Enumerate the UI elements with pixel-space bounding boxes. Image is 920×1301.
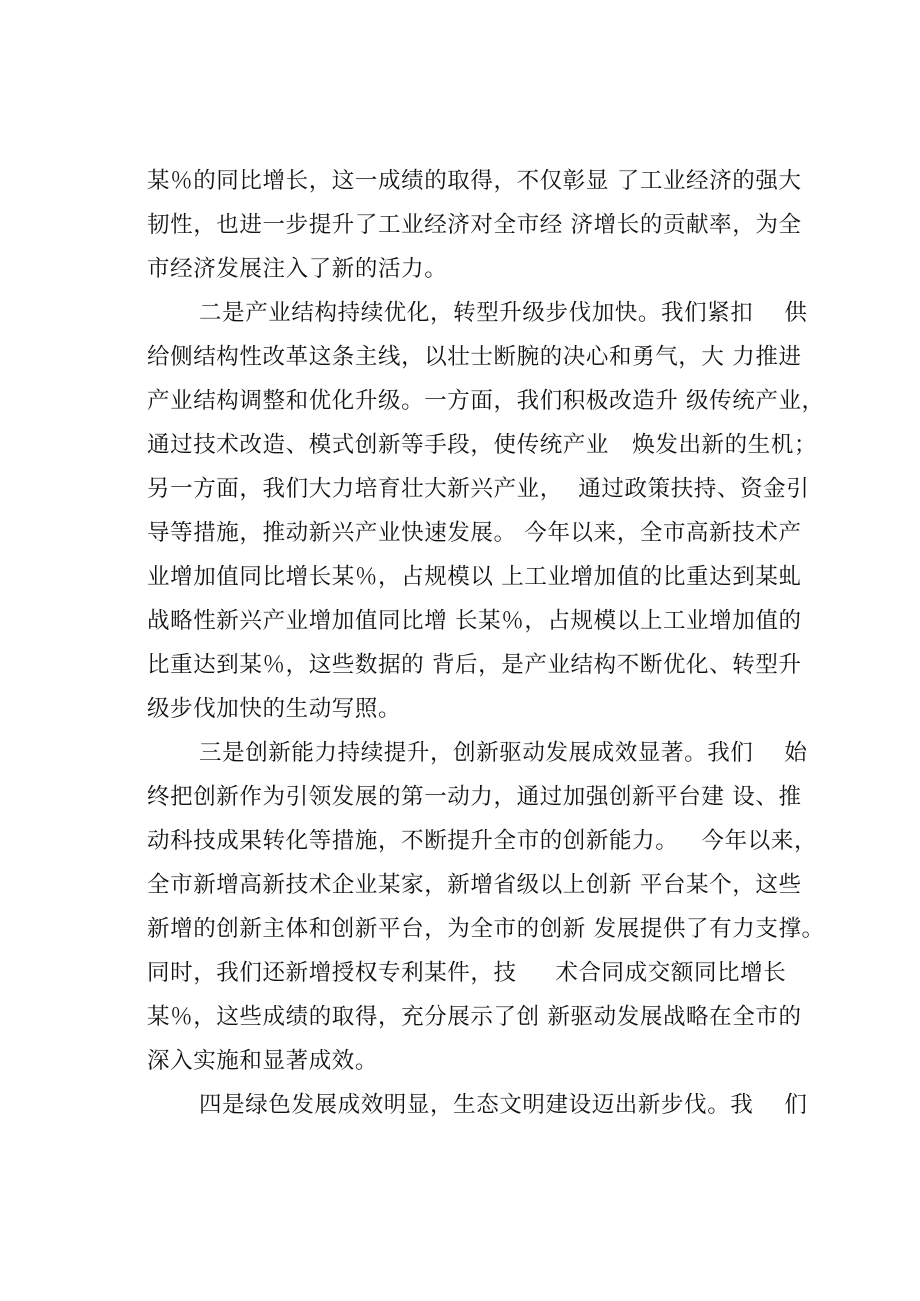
text-line: 某％的同比增长，这一成绩的取得，不仅彰显 了工业经济的强大 xyxy=(147,168,802,194)
document-body xyxy=(147,159,825,1127)
text-line: 四是绿色发展成效明显，生态文明建设迈出新步伐。我 们 xyxy=(199,1092,808,1118)
text-line: 二是产业结构持续优化，转型升级步伐加快。我们紧扣 供 xyxy=(199,300,808,326)
text-line: 韧性，也进一步提升了工业经济对全市经 济增长的贡献率，为全 xyxy=(147,212,802,238)
text-line: 新增的创新主体和创新平台，为全市的创新 发展提供了有力支撑。 xyxy=(147,916,825,942)
text-line: 另一方面，我们大力培育壮大新兴产业， 通过政策扶持、资金引 xyxy=(147,476,810,502)
text-line: 给侧结构性改革这条主线，以壮士断腕的决心和勇气，大 力推进 xyxy=(147,344,802,370)
paragraph-3 xyxy=(147,731,825,1083)
text-line: 战略性新兴产业增加值同比增 长某％，占规模以上工业增加值的 xyxy=(147,608,802,634)
text-line: 终把创新作为引领发展的第一动力，通过加强创新平台建 设、推 xyxy=(147,784,802,810)
text-line: 动科技成果转化等措施，不断提升全市的创新能力。 今年以来， xyxy=(147,828,818,854)
paragraph-1 xyxy=(147,159,807,291)
text-line: 级步伐加快的生动写照。 xyxy=(147,696,402,722)
text-line: 比重达到某％，这些数据的 背后，是产业结构不断优化、转型升 xyxy=(147,652,802,678)
text-line: 业增加值同比增长某％，占规模以 上工业增加值的比重达到某虬 xyxy=(147,564,802,590)
text-line: 全市新增高新技术企业某家，新增省级以上创新 平台某个，这些 xyxy=(147,872,802,898)
paragraph-4 xyxy=(147,1083,807,1127)
text-line: 同时，我们还新增授权专利某件，技 术合同成交额同比增长 xyxy=(147,960,787,986)
text-line: 三是创新能力持续提升，创新驱动发展成效显著。我们 始 xyxy=(199,740,808,766)
text-line: 导等措施，推动新兴产业快速发展。 今年以来，全市高新技术产 xyxy=(147,520,802,546)
text-line: 产业结构调整和优化升级。一方面，我们积极改造升 级传统产业， xyxy=(147,388,825,414)
paragraph-2 xyxy=(147,291,825,731)
text-line: 通过技术改造、模式创新等手段，使传统产业 焕发出新的生机； xyxy=(147,432,818,458)
text-line: 市经济发展注入了新的活力。 xyxy=(147,256,448,282)
text-line: 某％，这些成绩的取得，充分展示了创 新驱动发展战略在全市的 xyxy=(147,1004,802,1030)
text-line: 深入实施和显著成效。 xyxy=(147,1048,379,1074)
